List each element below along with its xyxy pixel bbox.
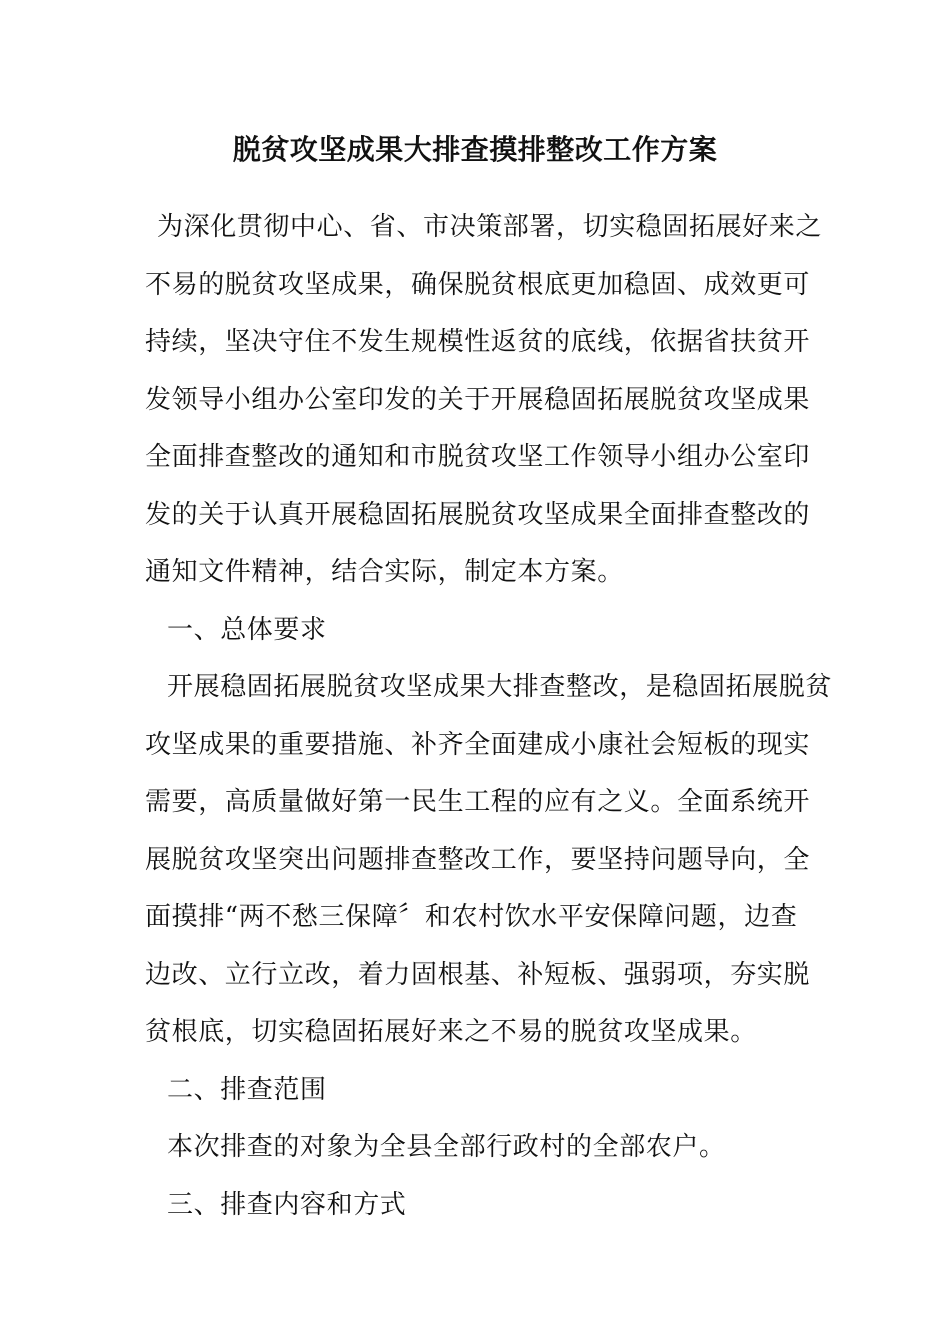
paragraph-line: 本次排查的对象为全县全部行政村的全部农户。 — [167, 1132, 726, 1162]
paragraph-line: 为深化贯彻中心、省、市决策部署，切实稳固拓展好来之 — [157, 212, 823, 242]
intro-paragraph — [145, 199, 823, 602]
paragraph-line: 全面排查整改的通知和市脱贫攻坚工作领导小组办公室印 — [145, 442, 811, 472]
paragraph-line: 不易的脱贫攻坚成果，确保脱贫根底更加稳固、成效更可 — [145, 269, 811, 300]
section-2 — [145, 1062, 809, 1177]
document-title: 脱贫攻坚成果大排查摸排整改工作方案 — [232, 133, 718, 166]
document-body — [145, 199, 833, 1234]
paragraph-line: 边改、立行立改，着力固根基、补短板、强弱项，夯实脱 — [145, 959, 811, 990]
section-heading: 一、总体要求 — [167, 614, 327, 645]
paragraph-line: 面摸排“两不愁三保障〞和农村饮水平安保障问题，边查 — [145, 902, 798, 932]
section-heading: 二、排查范围 — [167, 1074, 327, 1105]
paragraph-line: 通知文件精神，结合实际，制定本方案。 — [145, 557, 624, 587]
section-heading: 三、排查内容和方式 — [167, 1189, 407, 1220]
section-1 — [145, 602, 833, 1062]
paragraph-line: 贫根底，切实稳固拓展好来之不易的脱贫攻坚成果。 — [145, 1017, 757, 1047]
paragraph-line: 展脱贫攻坚突出问题排查整改工作，要坚持问题导向，全 — [145, 844, 811, 875]
paragraph-line: 发领导小组办公室印发的关于开展稳固拓展脱贫攻坚成果 — [145, 384, 811, 415]
paragraph-line: 持续，坚决守住不发生规模性返贫的底线，依据省扶贫开 — [145, 327, 811, 357]
paragraph-line: 开展稳固拓展脱贫攻坚成果大排查整改，是稳固拓展脱贫 — [167, 672, 833, 702]
paragraph-line: 发的关于认真开展稳固拓展脱贫攻坚成果全面排查整改的 — [145, 499, 811, 530]
paragraph-line: 攻坚成果的重要措施、补齐全面建成小康社会短板的现实 — [145, 729, 811, 760]
section-3 — [145, 1177, 809, 1235]
paragraph-line: 需要，高质量做好第一民生工程的应有之义。全面系统开 — [145, 787, 811, 817]
